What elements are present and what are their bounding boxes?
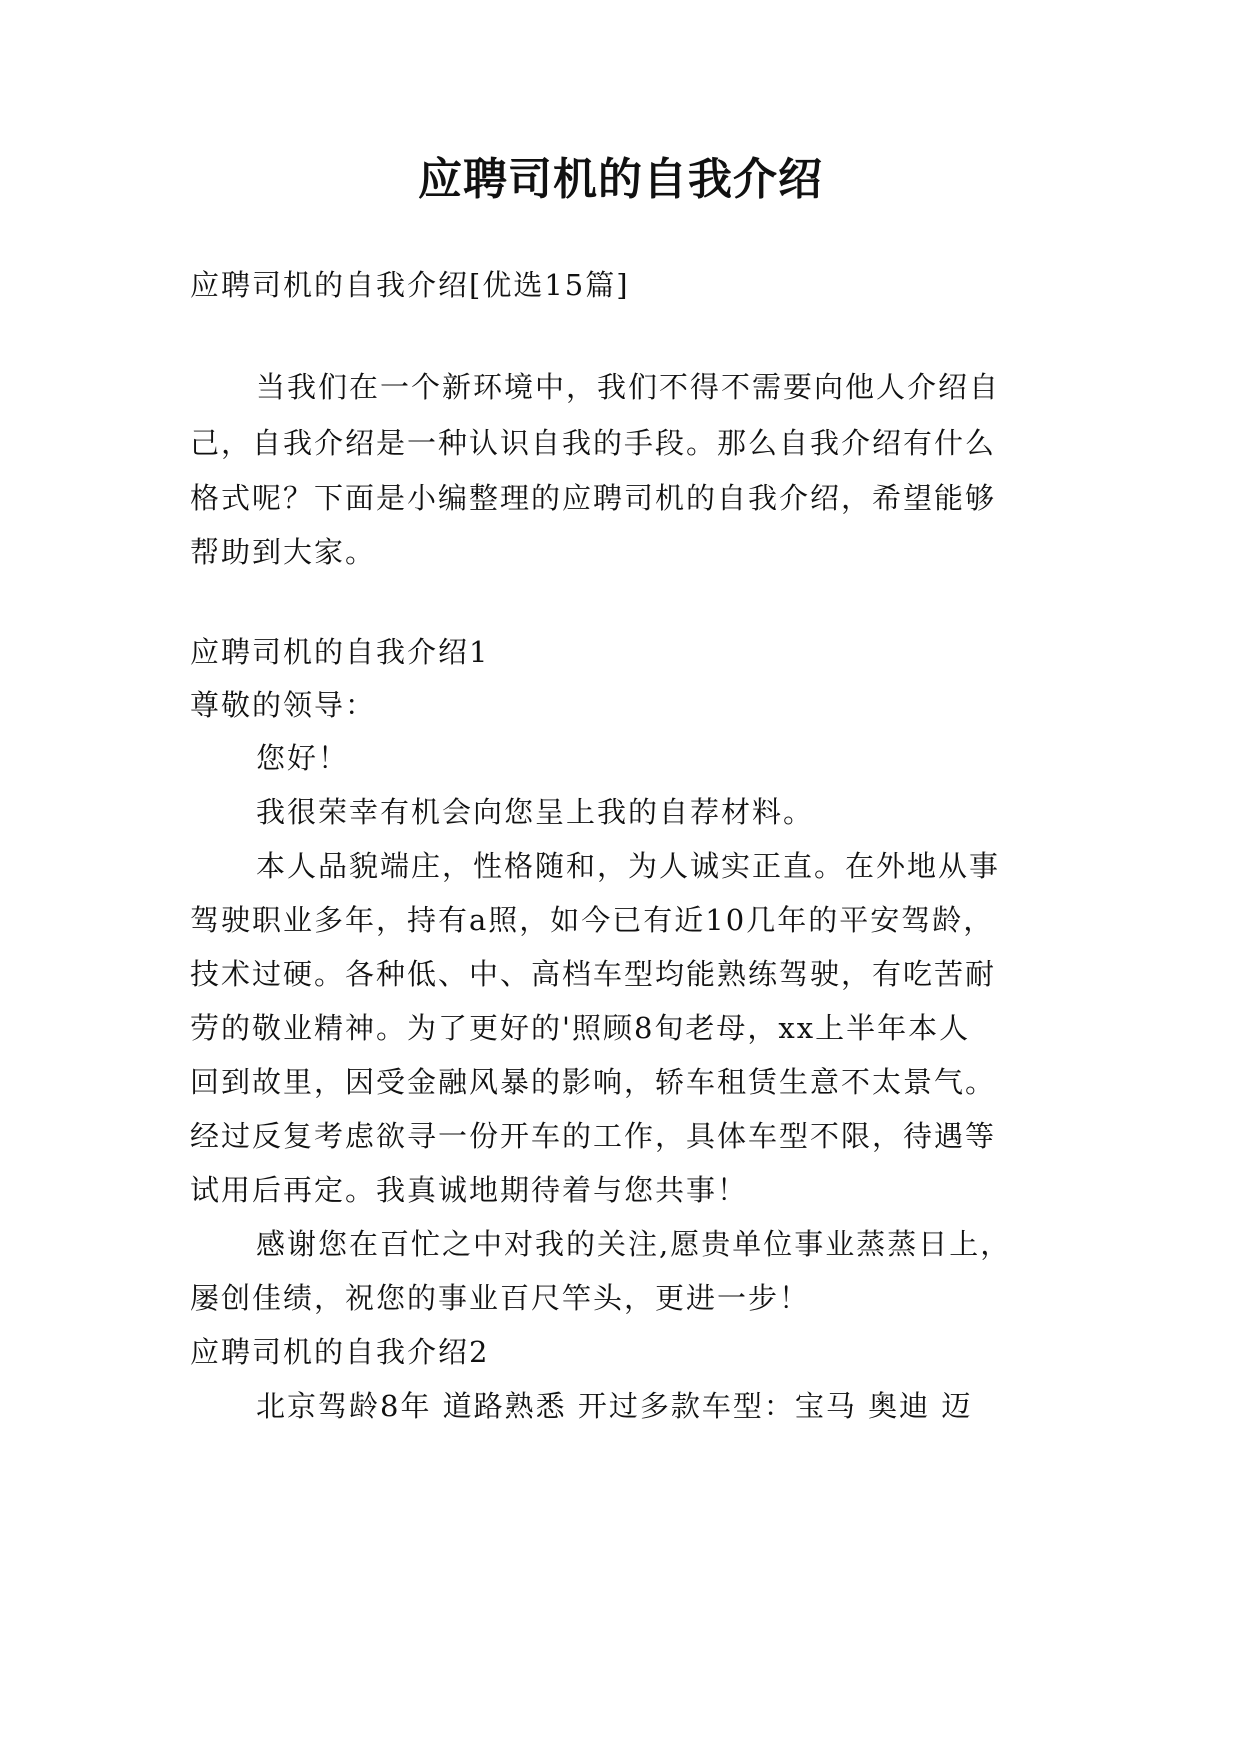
paragraph-line: 劳的敬业精神。为了更好的'照顾8旬老母，xx上半年本人 (190, 1011, 971, 1045)
paragraph-line: 技术过硬。各种低、中、高档车型均能熟练驾驶，有吃苦耐 (190, 957, 997, 991)
paragraph-line: 北京驾龄8年 道路熟悉 开过多款车型：宝马 奥迪 迈 (256, 1389, 973, 1423)
section-heading-1: 应聘司机的自我介绍1 (190, 635, 490, 669)
intro-line: 当我们在一个新环境中，我们不得不需要向他人介绍自 (256, 370, 1001, 404)
paragraph-line: 驾驶职业多年，持有a照，如今已有近10几年的平安驾龄， (190, 903, 995, 937)
intro-line: 帮助到大家。 (190, 535, 377, 569)
paragraph-line: 我很荣幸有机会向您呈上我的自荐材料。 (256, 795, 815, 829)
greeting: 您好！ (256, 741, 350, 775)
intro-line: 格式呢？下面是小编整理的应聘司机的自我介绍，希望能够 (190, 481, 997, 515)
paragraph-line: 感谢您在百忙之中对我的关注,愿贵单位事业蒸蒸日上， (256, 1227, 1012, 1261)
paragraph-line: 经过反复考虑欲寻一份开车的工作，具体车型不限，待遇等 (190, 1119, 997, 1153)
paragraph-line: 屡创佳绩，祝您的事业百尺竿头，更进一步！ (190, 1281, 811, 1315)
paragraph-line: 试用后再定。我真诚地期待着与您共事！ (190, 1173, 749, 1207)
subtitle: 应聘司机的自我介绍[优选15篇] (190, 268, 630, 302)
section-heading-2: 应聘司机的自我介绍2 (190, 1335, 490, 1369)
salutation: 尊敬的领导： (190, 688, 377, 722)
page-title: 应聘司机的自我介绍 (418, 154, 823, 205)
paragraph-line: 本人品貌端庄，性格随和，为人诚实正直。在外地从事 (256, 849, 1001, 883)
intro-line: 己，自我介绍是一种认识自我的手段。那么自我介绍有什么 (190, 426, 997, 460)
paragraph-line: 回到故里，因受金融风暴的影响，轿车租赁生意不太景气。 (190, 1065, 997, 1099)
